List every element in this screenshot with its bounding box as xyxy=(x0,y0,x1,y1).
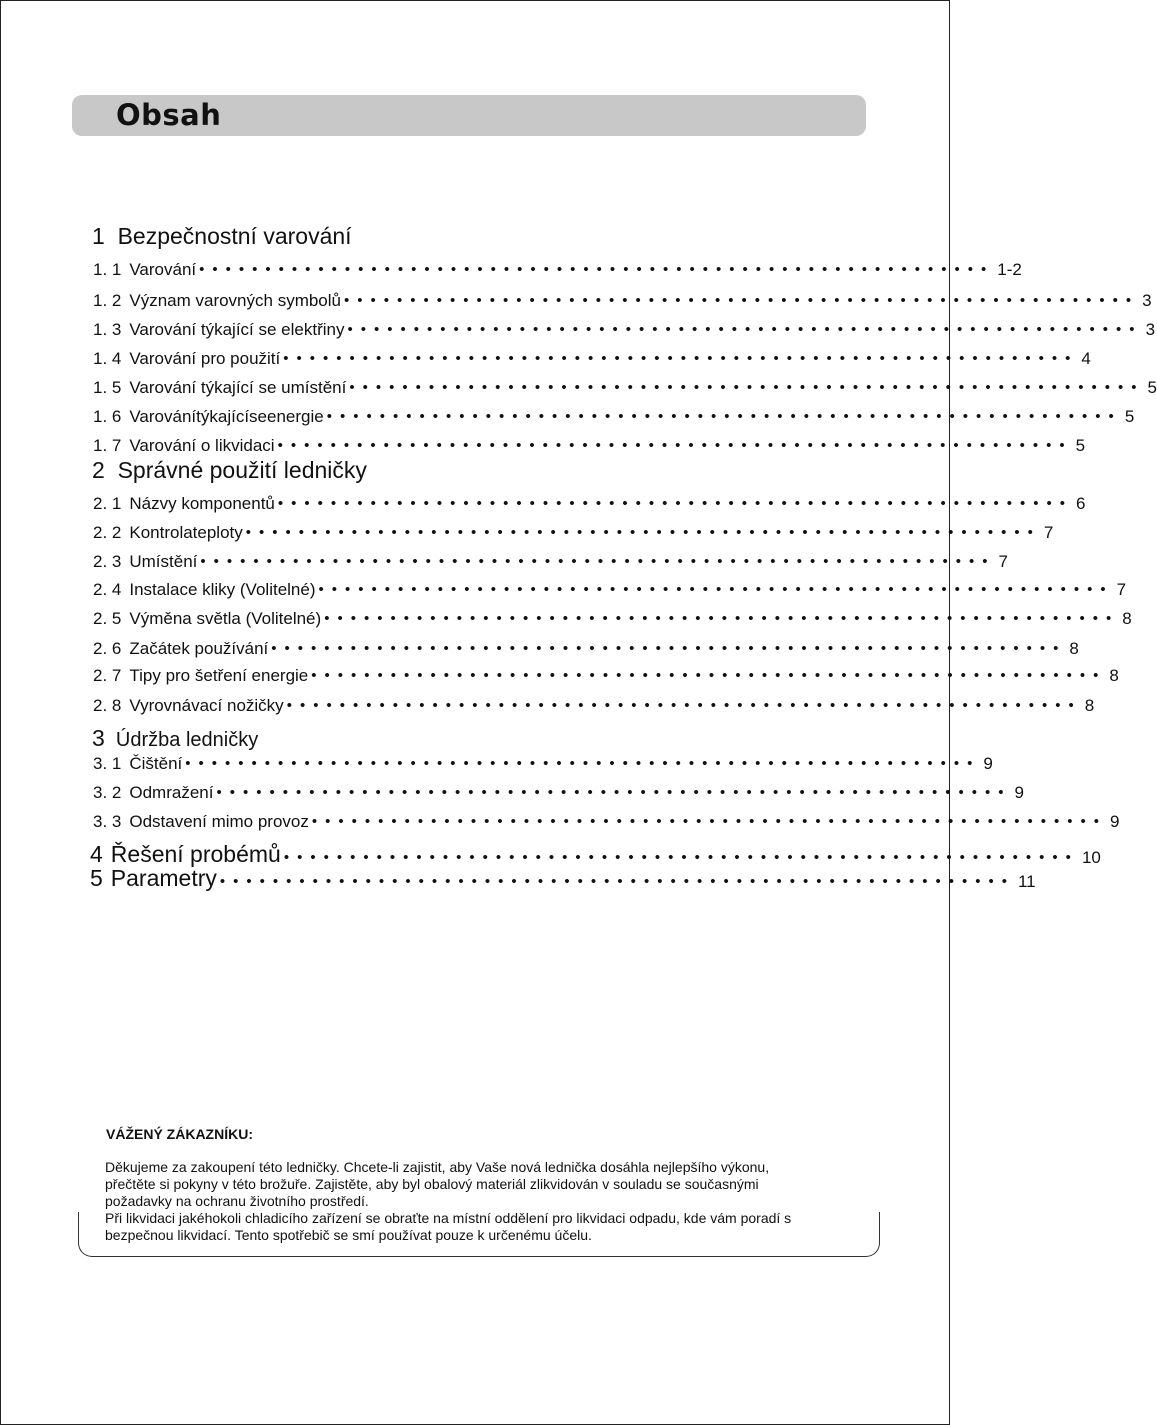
toc-entry[interactable] xyxy=(90,865,1036,892)
notice-bracket xyxy=(78,1212,880,1257)
toc-entry-label: Názvy komponentů xyxy=(129,494,275,513)
toc-entry-page: 3 xyxy=(1145,320,1156,339)
toc-entry-label: Umístění xyxy=(129,552,198,571)
toc-entry-number: 5 xyxy=(90,865,103,891)
toc-entry-number: 3. 3 xyxy=(93,812,122,831)
toc-leader-dots: •••••••••••••••••••••••••••••••••••••••••••••••••••••••••••• xyxy=(271,640,1067,657)
page-title: Obsah xyxy=(116,98,222,132)
toc-entry-label: Odstavení mimo provoz xyxy=(129,812,309,831)
toc-leader-dots: •••••••••••••••••••••••••••••••••••••••••••••••••••••••••••• xyxy=(318,581,1114,598)
toc-entry[interactable] xyxy=(93,345,1091,369)
toc-entry-label: Tipy pro šetření energie xyxy=(129,666,309,685)
toc-leader-dots: •••••••••••••••••••••••••••••••••••••••••••••••••••••••••••• xyxy=(283,350,1079,367)
toc-entry[interactable] xyxy=(93,662,1119,686)
toc-leader-dots: •••••••••••••••••••••••••••••••••••••••••••••••••••••••••••• xyxy=(347,321,1143,338)
toc-entry[interactable] xyxy=(93,256,1022,280)
toc-leader-dots: •••••••••••••••••••••••••••••••••••••••••••••••••••••••••••• xyxy=(216,784,1012,801)
toc-entry-number: 2. 5 xyxy=(93,609,122,628)
toc-entry-number: 2. 6 xyxy=(93,639,122,658)
toc-entry-label: Parametry xyxy=(110,865,217,891)
toc-section-heading: 2 Správné použití ledničky xyxy=(92,457,367,483)
toc-entry-number: 4 xyxy=(90,841,103,867)
notice-line: požadavky na ochranu životního prostředí. xyxy=(105,1193,369,1209)
toc-leader-dots: •••••••••••••••••••••••••••••••••••••••••••••••••••••••••••• xyxy=(326,408,1122,425)
toc-entry-page: 5 xyxy=(1124,407,1135,426)
toc-entry-number: 2. 1 xyxy=(93,494,122,513)
toc-entry[interactable] xyxy=(93,432,1086,456)
toc-entry[interactable] xyxy=(93,519,1054,543)
toc-entry[interactable] xyxy=(93,692,1095,716)
toc-entry-label: Řešení probémů xyxy=(110,841,281,867)
toc-entry-page: 7 xyxy=(1043,523,1054,542)
toc-entry-label: Začátek používání xyxy=(129,639,269,658)
toc-entry-number: 2. 8 xyxy=(93,696,122,715)
toc-entry-page: 9 xyxy=(1014,783,1025,802)
toc-entry[interactable] xyxy=(93,316,1156,340)
toc-entry[interactable] xyxy=(93,548,1008,572)
toc-leader-dots: •••••••••••••••••••••••••••••••••••••••••••••••••••••••••••• xyxy=(277,437,1073,454)
toc-entry[interactable] xyxy=(93,287,1152,311)
toc-entry-label: Odmražení xyxy=(129,783,214,802)
toc-leader-dots: •••••••••••••••••••••••••••••••••••••••••••••••••••••••••••• xyxy=(311,667,1107,684)
toc-entry-number: 1. 1 xyxy=(93,260,122,279)
toc-section-heading: 3 Údržba ledničky xyxy=(92,725,259,751)
toc-entry-page: 7 xyxy=(998,552,1008,571)
toc-entry-page: 9 xyxy=(983,754,993,773)
toc-entry-page: 8 xyxy=(1122,609,1132,628)
toc-leader-dots: •••••••••••••••••••••••••••••••••••••••••••••••••••••••••••• xyxy=(324,610,1120,627)
toc-leader-dots: •••••••••••••••••••••••••••••••••••••••••••••••••••••••••••• xyxy=(283,849,1079,866)
toc-entry[interactable] xyxy=(93,635,1079,659)
toc-leader-dots: •••••••••••••••••••••••••••••••••••••••••••••••••••••••••••• xyxy=(245,524,1041,541)
toc-entry[interactable] xyxy=(93,779,1025,803)
toc-entry-label: Varovánítýkajícíseenergie xyxy=(129,407,324,426)
notice-heading: VÁŽENÝ ZÁKAZNÍKU: xyxy=(106,1126,253,1142)
toc-entry-page: 4 xyxy=(1081,349,1091,368)
toc-entry-number: 3. 1 xyxy=(93,754,122,773)
toc-entry-page: 8 xyxy=(1069,639,1079,658)
toc-entry-page: 6 xyxy=(1075,494,1086,513)
toc-leader-dots: •••••••••••••••••••••••••••••••••••••••••••••••••••••••••••• xyxy=(344,292,1140,309)
toc-entry-label: Výměna světla (Volitelné) xyxy=(129,609,322,628)
toc-entry-number: 1. 5 xyxy=(93,378,122,397)
toc-entry-page: 8 xyxy=(1109,666,1119,685)
toc-entry-number: 1. 6 xyxy=(93,407,122,426)
toc-leader-dots: •••••••••••••••••••••••••••••••••••••••••••••••••••••••••••• xyxy=(277,495,1073,512)
toc-entry-label: Varování xyxy=(129,260,197,279)
toc-entry-number: 1. 2 xyxy=(93,291,122,310)
toc-entry-number: 2. 2 xyxy=(93,523,122,542)
toc-entry-number: 1. 3 xyxy=(93,320,122,339)
toc-entry-page: 7 xyxy=(1116,580,1127,599)
toc-entry-page: 8 xyxy=(1084,696,1095,715)
toc-entry[interactable] xyxy=(93,750,993,774)
toc-entry[interactable] xyxy=(93,374,1157,398)
toc-entry-number: 2. 7 xyxy=(93,666,122,685)
toc-entry-number: 1. 4 xyxy=(93,349,122,368)
toc-entry-label: Význam varovných symbolů xyxy=(129,291,341,310)
toc-entry-page: 11 xyxy=(1017,872,1036,891)
toc-entry-number: 2. 4 xyxy=(93,580,122,599)
toc-entry[interactable] xyxy=(93,605,1132,629)
notice-line: bezpečnou likvidací. Tento spotřebič se smí používat pouze k určenému účelu. xyxy=(105,1227,592,1243)
toc-entry-label: Varování týkající se elektřiny xyxy=(129,320,345,339)
toc-entry-number: 3. 2 xyxy=(93,783,122,802)
toc-entry-number: 1. 7 xyxy=(93,436,122,455)
toc-entry[interactable] xyxy=(93,808,1120,832)
toc-entry-page: 3 xyxy=(1142,291,1152,310)
toc-leader-dots: •••••••••••••••••••••••••••••••••••••••••••••••••••••••••••• xyxy=(200,553,996,570)
notice-line: Děkujeme za zakoupení této ledničky. Chcete-li zajistit, aby Vaše nová lednička dosáhla nejlepšího výkonu, xyxy=(105,1159,770,1175)
toc-leader-dots: •••••••••••••••••••••••••••••••••••••••••••••••••••••••••••• xyxy=(311,813,1107,830)
toc-entry-label: Vyrovnávací nožičky xyxy=(129,696,284,715)
toc-leader-dots: •••••••••••••••••••••••••••••••••••••••••••••••••••••••••••• xyxy=(199,261,995,278)
toc-entry-page: 5 xyxy=(1147,378,1157,397)
toc-entry-label: Instalace kliky (Volitelné) xyxy=(129,580,316,599)
toc-section-heading: 1 Bezpečnostní varování xyxy=(92,223,352,249)
toc-entry[interactable] xyxy=(93,403,1135,427)
toc-entry-label: Varování týkající se umístění xyxy=(129,378,347,397)
toc-entry-page: 5 xyxy=(1075,436,1086,455)
toc-leader-dots: •••••••••••••••••••••••••••••••••••••••••••••••••••••••••••• xyxy=(219,873,1015,890)
toc-entry-number: 2. 3 xyxy=(93,552,122,571)
toc-entry-label: Varování o likvidaci xyxy=(129,436,275,455)
toc-entry-label: Čištění xyxy=(129,754,183,773)
toc-entry-label: Kontrolateploty xyxy=(129,523,243,542)
notice-line: Při likvidaci jakéhokoli chladicího zařízení se obraťte na místní oddělení pro likvidaci odpadu, kde vám poradí s xyxy=(105,1210,792,1226)
toc-entry-page: 1-2 xyxy=(997,260,1022,279)
toc-leader-dots: •••••••••••••••••••••••••••••••••••••••••••••••••••••••••••• xyxy=(349,379,1145,396)
toc-entry[interactable] xyxy=(93,490,1086,514)
toc-entry[interactable] xyxy=(93,576,1127,600)
toc-leader-dots: •••••••••••••••••••••••••••••••••••••••••••••••••••••••••••• xyxy=(185,755,981,772)
toc-entry-page: 9 xyxy=(1109,812,1120,831)
toc-entry-label: Varování pro použití xyxy=(129,349,281,368)
toc-leader-dots: •••••••••••••••••••••••••••••••••••••••••••••••••••••••••••• xyxy=(286,697,1082,714)
toc-entry-page: 10 xyxy=(1081,848,1101,867)
notice-line: přečtěte si pokyny v této brožuře. Zajistěte, aby byl obalový materiál zlikvidován v souladu se současnými xyxy=(105,1176,759,1192)
